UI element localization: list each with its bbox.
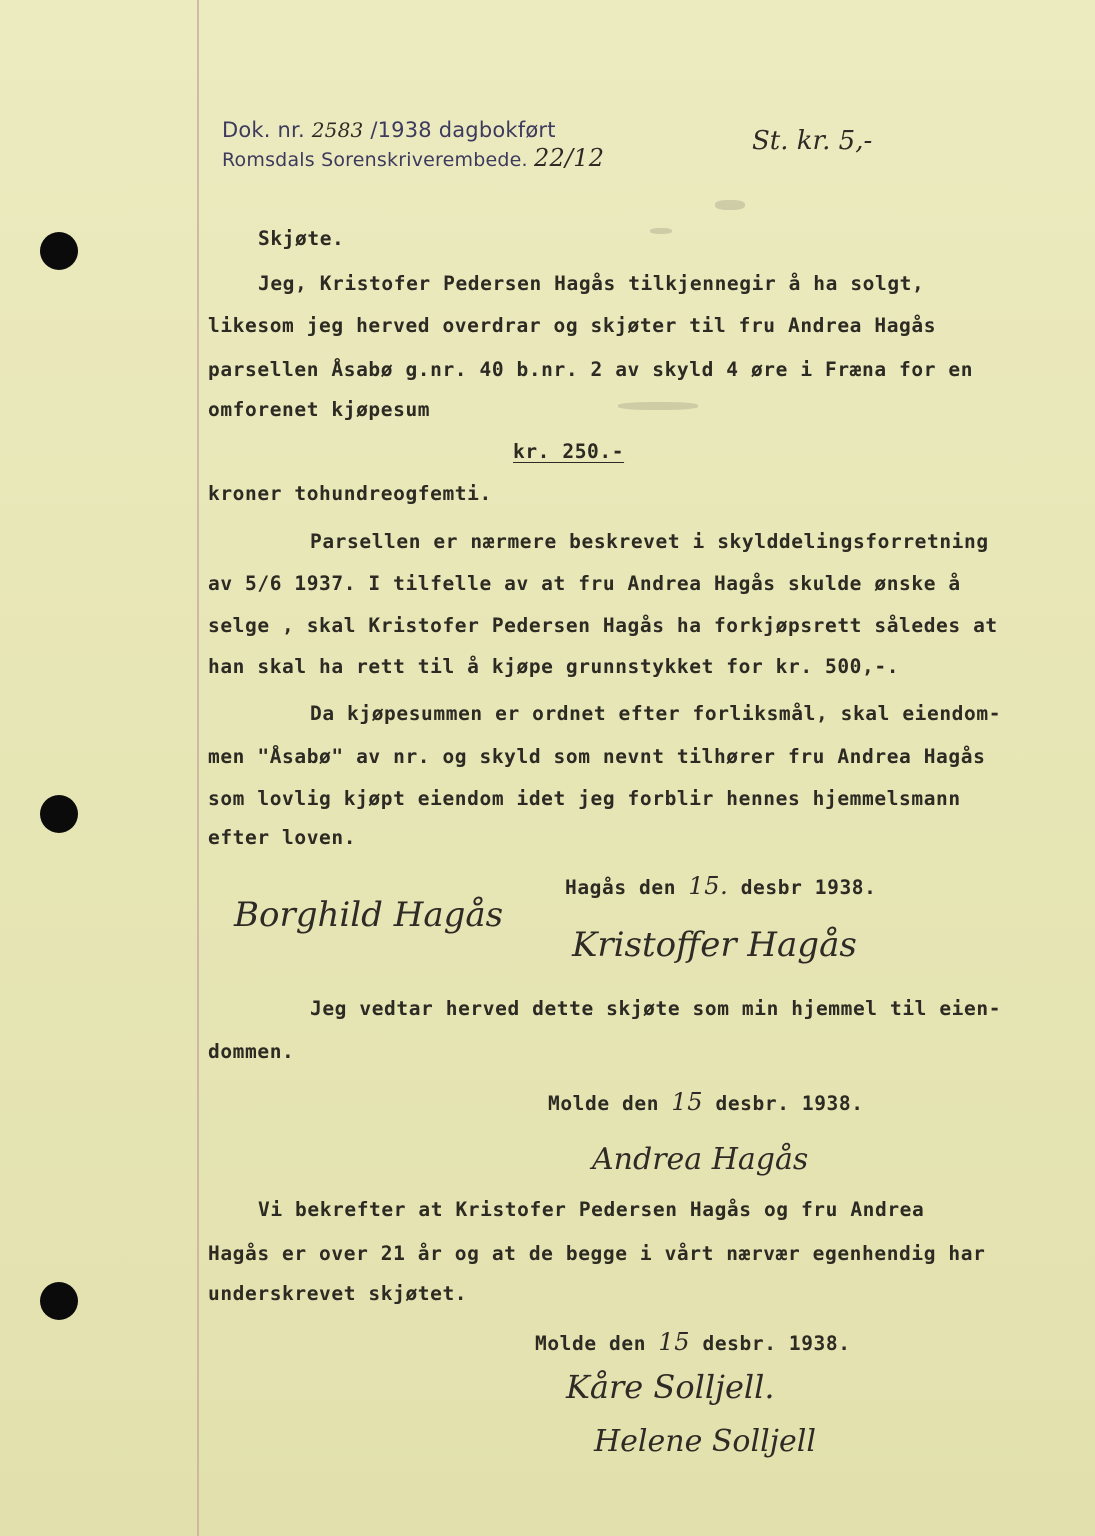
place-date-prefix: Molde den <box>535 1332 647 1355</box>
paragraph-5-line: Vi bekrefter at Kristofer Pedersen Hagås og fru Andrea <box>258 1198 925 1221</box>
paragraph-3-line: efter loven. <box>208 826 357 849</box>
paragraph-2-line: selge , skal Kristofer Pedersen Hagås ha forkjøpsrett således at <box>208 614 998 637</box>
stamp-office: Romsdals Sorenskriverembede. <box>222 149 528 171</box>
smudge-mark <box>650 228 672 234</box>
paragraph-1-line: likesom jeg herved overdrar og skjøter til fru Andrea Hagås <box>208 314 937 337</box>
place-date-prefix: Molde den <box>548 1092 660 1115</box>
paragraph-1-line: omforenet kjøpesum <box>208 398 431 421</box>
margin-rule <box>197 0 199 1536</box>
paragraph-2-line: av 5/6 1937. I tilfelle av at fru Andrea Hagås skulde ønske å <box>208 572 961 595</box>
paragraph-3-line: Da kjøpesummen er ordnet efter forliksmål, skal eiendom- <box>310 702 1002 725</box>
signature-buyer: Andrea Hagås <box>592 1142 809 1177</box>
paragraph-5-line: underskrevet skjøtet. <box>208 1282 468 1305</box>
paragraph-2-line: han skal ha rett til å kjøpe grunnstykket for kr. 500,-. <box>208 655 900 678</box>
fee-note: St. kr. 5,- <box>752 126 873 156</box>
purchase-amount: kr. 250.- <box>513 440 625 463</box>
paragraph-5-line: Hagås er over 21 år og at de begge i vårt nærvær egenhendig har <box>208 1242 986 1265</box>
registry-stamp-line2 <box>222 144 604 172</box>
signature-seller: Kristoffer Hagås <box>572 925 857 965</box>
signature-borghild: Borghild Hagås <box>234 895 504 935</box>
stamp-date: 22/12 <box>534 144 605 172</box>
signature-witness-helene: Helene Solljell <box>594 1424 816 1459</box>
place-date-3 <box>535 1328 851 1356</box>
punch-hole <box>40 1282 78 1320</box>
smudge-mark <box>618 402 698 410</box>
place-date-2 <box>548 1088 864 1116</box>
paragraph-1-line: Jeg, Kristofer Pedersen Hagås tilkjennegir å ha solgt, <box>258 272 925 295</box>
smudge-mark <box>715 200 745 210</box>
stamp-number: 2583 <box>311 118 364 142</box>
paragraph-4-line: dommen. <box>208 1040 295 1063</box>
paragraph-4-line: Jeg vedtar herved dette skjøte som min hjemmel til eien- <box>310 997 1002 1020</box>
place-date-suffix: desbr. 1938. <box>715 1092 864 1115</box>
paragraph-2-line: Parsellen er nærmere beskrevet i skylddelingsforretning <box>310 530 989 553</box>
signature-witness-kare: Kåre Solljell. <box>566 1368 775 1406</box>
place-date-prefix: Hagås den <box>565 876 677 899</box>
handwritten-day: 15 <box>658 1328 691 1356</box>
punch-hole <box>40 795 78 833</box>
stamp-label: Dok. nr. <box>222 118 305 142</box>
place-date-suffix: desbr 1938. <box>740 876 877 899</box>
stamp-year: /1938 dagbokført <box>370 118 556 142</box>
place-date-1 <box>565 872 876 900</box>
paragraph-3-line: som lovlig kjøpt eiendom idet jeg forblir hennes hjemmelsmann <box>208 787 961 810</box>
amount-in-words: kroner tohundreogfemti. <box>208 482 492 505</box>
paragraph-1-line: parsellen Åsabø g.nr. 40 b.nr. 2 av skyld 4 øre i Fræna for en <box>208 358 974 381</box>
handwritten-day: 15. <box>688 872 729 900</box>
paragraph-3-line: men "Åsabø" av nr. og skyld som nevnt tilhører fru Andrea Hagås <box>208 745 986 768</box>
handwritten-day: 15 <box>671 1088 704 1116</box>
punch-hole <box>40 232 78 270</box>
place-date-suffix: desbr. 1938. <box>702 1332 851 1355</box>
registry-stamp-line1 <box>222 118 556 142</box>
document-title: Skjøte. <box>258 227 345 250</box>
